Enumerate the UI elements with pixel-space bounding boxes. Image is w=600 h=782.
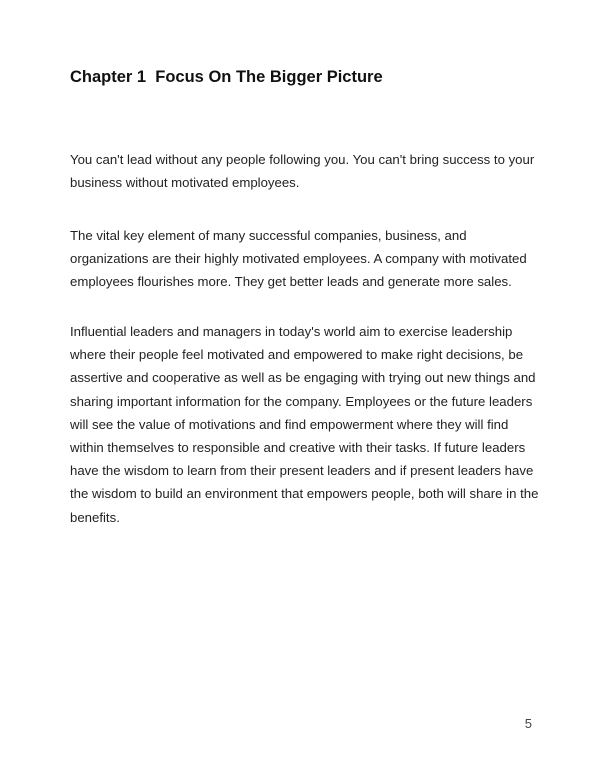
page-number: 5 [524, 716, 532, 731]
body-paragraph-2: The vital key element of many successful companies, business, and organizations are their highly motivated employees. A company with motivated employees flourishes more. They get better leads and generate more sales. [70, 228, 527, 290]
chapter-title: Chapter 1 Focus On The Bigger Picture [70, 68, 383, 86]
body-paragraph-1: You can't lead without any people following you. You can't bring success to your business without motivated employees. [70, 152, 535, 191]
body-paragraph-3: Influential leaders and managers in today's world aim to exercise leadership where their people feel motivated and empowered to make right decisions, be assertive and cooperative as well as be engaging with trying out new things and sharing important information for the company. Employees or the future leaders will see the value of motivations and find empowerment where they will find within themselves to responsible and creative with their tasks. If future leaders have the wisdom to learn from their present leaders and if present leaders have the wisdom to build an environment that empowers people, both will share in the benefits. [70, 324, 539, 525]
